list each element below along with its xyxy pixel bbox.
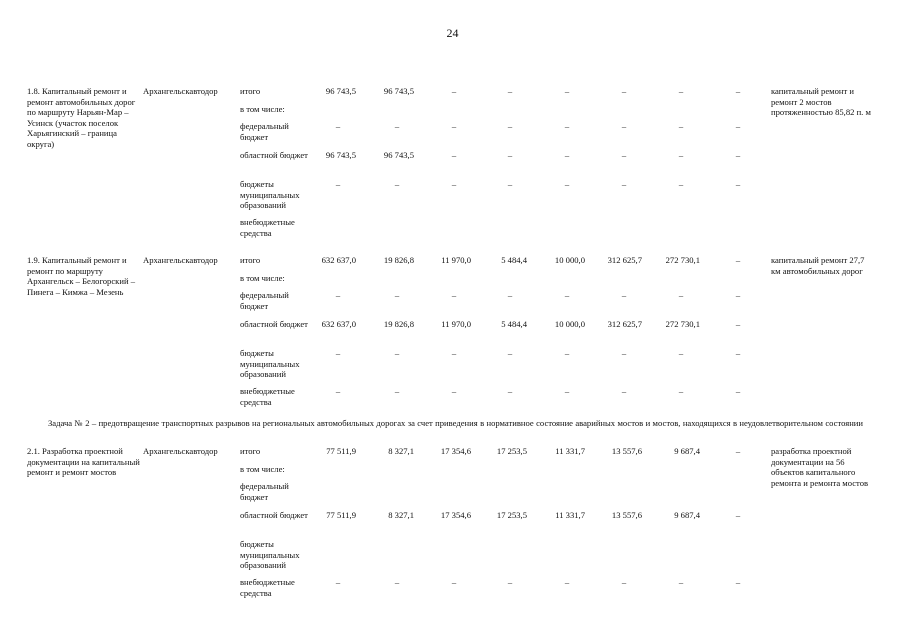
value-cell: 632 637,0 xyxy=(321,255,356,265)
value-cell: – xyxy=(678,150,684,160)
value-cell: – xyxy=(451,150,457,160)
source-label: внебюджетные средства xyxy=(240,386,295,407)
value-cell: – xyxy=(451,290,457,300)
source-label: федеральный бюджет xyxy=(240,121,289,142)
value-cell: – xyxy=(621,577,627,587)
source-label: областной бюджет xyxy=(240,150,308,160)
value-cell: – xyxy=(621,121,627,131)
value-cell: – xyxy=(451,179,457,189)
value-cell: – xyxy=(621,386,627,396)
value-cell: 272 730,1 xyxy=(665,319,700,329)
value-cell: – xyxy=(735,348,741,358)
value-cell: 11 331,7 xyxy=(555,446,585,456)
value-cell: 77 511,9 xyxy=(326,446,356,456)
value-cell: – xyxy=(621,86,627,96)
value-cell: – xyxy=(735,150,741,160)
value-cell: – xyxy=(451,121,457,131)
value-cell: 13 557,6 xyxy=(611,446,642,456)
source-label: бюджеты муниципальных образований xyxy=(240,179,300,211)
source-label: внебюджетные средства xyxy=(240,217,295,238)
value-cell: 17 354,6 xyxy=(440,446,471,456)
source-label: итого xyxy=(240,86,261,96)
source-label: бюджеты муниципальных образований xyxy=(240,348,300,380)
result-cell: разработка проектной документации на 56 объектов капитального ремонта и ремонта мостов xyxy=(771,446,869,488)
value-cell: – xyxy=(394,121,400,131)
value-cell: – xyxy=(451,348,457,358)
value-cell: 312 625,7 xyxy=(607,255,642,265)
value-cell: 312 625,7 xyxy=(607,319,642,329)
measure-cell: 2.1. Разработка проектной документации на капитальный ремонт и ремонт мостов xyxy=(27,446,140,478)
value-cell: – xyxy=(564,150,570,160)
value-cell: – xyxy=(335,386,341,396)
value-cell: – xyxy=(735,290,741,300)
value-cell: 96 743,5 xyxy=(325,86,356,96)
value-cell: – xyxy=(394,386,400,396)
value-cell: – xyxy=(451,386,457,396)
source-label: федеральный бюджет xyxy=(240,290,289,311)
value-cell: – xyxy=(394,348,400,358)
value-cell: – xyxy=(335,121,341,131)
value-cell: – xyxy=(507,386,513,396)
value-cell: 13 557,6 xyxy=(611,510,642,520)
value-cell: 17 354,6 xyxy=(440,510,471,520)
value-cell: – xyxy=(735,510,741,520)
source-label: в том числе: xyxy=(240,273,285,283)
source-label: в том числе: xyxy=(240,464,285,474)
value-cell: 19 826,8 xyxy=(383,255,414,265)
value-cell: 17 253,5 xyxy=(496,510,527,520)
value-cell: – xyxy=(678,577,684,587)
value-cell: 96 743,5 xyxy=(383,86,414,96)
value-cell: – xyxy=(678,386,684,396)
value-cell: – xyxy=(735,179,741,189)
value-cell: – xyxy=(678,348,684,358)
value-cell: 5 484,4 xyxy=(501,319,527,329)
value-cell: – xyxy=(507,86,513,96)
executor-cell: Архангельскавтодор xyxy=(143,86,218,96)
value-cell: 96 743,5 xyxy=(383,150,414,160)
value-cell: 272 730,1 xyxy=(665,255,700,265)
value-cell: – xyxy=(621,179,627,189)
source-label: областной бюджет xyxy=(240,319,308,329)
result-cell: капитальный ремонт 27,7 км автомобильных дорог xyxy=(771,255,865,276)
measure-cell: 1.9. Капитальный ремонт и ремонт по маршруту Архангельск – Белогорский – Пинега – Кимжа – Мезень xyxy=(27,255,135,297)
value-cell: – xyxy=(507,150,513,160)
value-cell: – xyxy=(507,179,513,189)
source-label: федеральный бюджет xyxy=(240,481,289,502)
value-cell: – xyxy=(678,86,684,96)
value-cell: 632 637,0 xyxy=(321,319,356,329)
page-number: 24 xyxy=(446,26,459,40)
value-cell: 17 253,5 xyxy=(496,446,527,456)
task-heading: Задача № 2 – предотвращение транспортных разрывов на региональных автомобильных дорогах за счет приведения в нормативное состояние аварийных мостов и мостов, находящихся в неудовлетворительном состоянии xyxy=(48,418,863,428)
source-label: итого xyxy=(240,255,261,265)
source-label: в том числе: xyxy=(240,104,285,114)
value-cell: – xyxy=(451,577,457,587)
result-cell: капитальный ремонт и ремонт 2 мостов протяженностью 85,82 п. м xyxy=(771,86,871,118)
value-cell: – xyxy=(564,179,570,189)
executor-cell: Архангельскавтодор xyxy=(143,446,218,456)
value-cell: – xyxy=(678,121,684,131)
value-cell: – xyxy=(621,150,627,160)
value-cell: – xyxy=(735,86,741,96)
value-cell: – xyxy=(564,121,570,131)
value-cell: – xyxy=(621,348,627,358)
value-cell: – xyxy=(507,121,513,131)
value-cell: – xyxy=(735,446,741,456)
value-cell: – xyxy=(678,179,684,189)
value-cell: – xyxy=(678,290,684,300)
value-cell: – xyxy=(335,348,341,358)
value-cell: 10 000,0 xyxy=(554,319,585,329)
source-label: бюджеты муниципальных образований xyxy=(240,539,300,571)
value-cell: 19 826,8 xyxy=(383,319,414,329)
value-cell: – xyxy=(394,577,400,587)
value-cell: – xyxy=(564,290,570,300)
value-cell: 5 484,4 xyxy=(501,255,527,265)
value-cell: 8 327,1 xyxy=(388,446,414,456)
value-cell: – xyxy=(335,577,341,587)
value-cell: – xyxy=(507,290,513,300)
value-cell: – xyxy=(335,290,341,300)
value-cell: 9 687,4 xyxy=(674,510,700,520)
value-cell: 9 687,4 xyxy=(674,446,700,456)
value-cell: – xyxy=(735,255,741,265)
value-cell: – xyxy=(735,319,741,329)
value-cell: – xyxy=(564,577,570,587)
value-cell: 11 970,0 xyxy=(441,319,471,329)
value-cell: – xyxy=(735,577,741,587)
value-cell: 11 970,0 xyxy=(441,255,471,265)
value-cell: 10 000,0 xyxy=(554,255,585,265)
value-cell: – xyxy=(564,348,570,358)
measure-cell: 1.8. Капитальный ремонт и ремонт автомобильных дорог по маршруту Нарьян-Мар – Усинск (участок поселок Харьягинский – граница округа) xyxy=(27,86,136,149)
value-cell: – xyxy=(735,386,741,396)
source-label: внебюджетные средства xyxy=(240,577,295,598)
value-cell: – xyxy=(735,121,741,131)
value-cell: 96 743,5 xyxy=(325,150,356,160)
value-cell: – xyxy=(451,86,457,96)
executor-cell: Архангельскавтодор xyxy=(143,255,218,265)
value-cell: 77 511,9 xyxy=(326,510,356,520)
value-cell: 8 327,1 xyxy=(388,510,414,520)
value-cell: 11 331,7 xyxy=(555,510,585,520)
value-cell: – xyxy=(621,290,627,300)
source-label: областной бюджет xyxy=(240,510,308,520)
value-cell: – xyxy=(564,86,570,96)
value-cell: – xyxy=(507,577,513,587)
value-cell: – xyxy=(564,386,570,396)
source-label: итого xyxy=(240,446,261,456)
value-cell: – xyxy=(335,179,341,189)
value-cell: – xyxy=(394,290,400,300)
value-cell: – xyxy=(507,348,513,358)
value-cell: – xyxy=(394,179,400,189)
